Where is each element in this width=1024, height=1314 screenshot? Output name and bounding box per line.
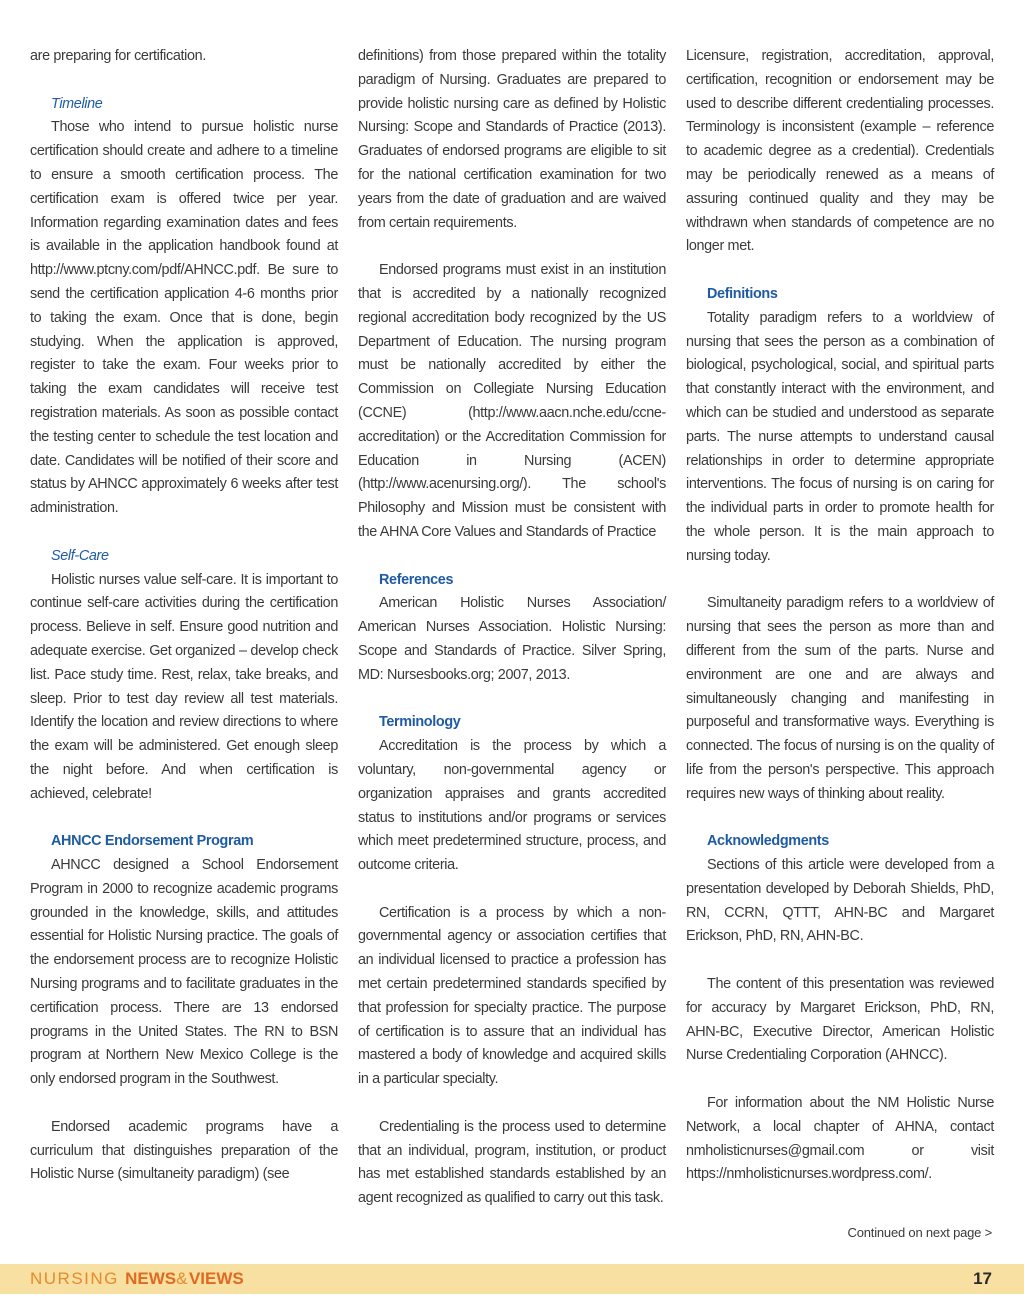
brand-prefix: NURSING <box>30 1269 126 1288</box>
definitions-heading: Definitions <box>707 285 778 302</box>
endorsement-heading: AHNCC Endorsement Program <box>51 833 254 850</box>
endorsement-paragraph-3: Endorsed programs must exist in an institution that is accredited by a nationally recognized regional accreditation body recognized by the US Department of Education. The nursing program must be nationally accredited by either the Commission on Collegiate Nursing Education (CCNE) (http://www.aacn.nche.edu/ccne-accreditation) or the Accreditation Commission for Education in Nursing (ACEN) (http://www.acenursing.org/). The school's Philosophy and Mission must be consistent with the AHNA Core Values and Standards of Practice <box>358 262 666 540</box>
terminology-heading: Terminology <box>379 714 461 731</box>
page-number: 17 <box>973 1269 992 1288</box>
continued-note: Continued on next page > <box>847 1225 992 1240</box>
accreditation-paragraph: Accreditation is the process by which a voluntary, non-governmental agency or organization appraises and grants accredited status to institutions and/or programs or services which meet predetermined structure, process, and outcome criteria. <box>358 738 666 874</box>
middle-column <box>358 45 666 1211</box>
references-heading: References <box>379 571 454 588</box>
timeline-heading: Timeline <box>51 95 103 112</box>
footer-band <box>0 1264 1024 1294</box>
publication-brand <box>30 1268 244 1290</box>
acknowledgments-heading: Acknowledgments <box>707 833 829 850</box>
credentialing-continued: Licensure, registration, accreditation, approval, certification, recognition or endorsement may be used to describe different credentialing processes. Terminology is inconsistent (example – reference to academic degree as a credential). Credentials may be periodically renewed as a means of assuring continued quality and they may be withdrawn when standards of competence are no longer met. <box>686 48 994 255</box>
review-paragraph: The content of this presentation was reviewed for accuracy by Margaret Erickson, PhD, RN, AHN-BC, Executive Director, American Holistic Nurse Credentialing Corporation (AHNCC). <box>686 976 994 1064</box>
acknowledgments-paragraph: Sections of this article were developed from a presentation developed by Deborah Shields, PhD, RN, CCRN, QTTT, AHN-BC and Margaret Erickson, PhD, RN, AHN-BC. <box>686 857 994 945</box>
credentialing-paragraph: Credentialing is the process used to determine that an individual, program, institution, or product has met established standards established by an agent recognized as qualified to carry out this task. <box>358 1118 666 1207</box>
brand-news: NEWS <box>125 1269 177 1288</box>
timeline-paragraph: Those who intend to pursue holistic nurse certification should create and adhere to a timeline to ensure a smooth certification process. The certification exam is offered twice per year. Information regarding examination dates and fees is available in the application handbook found at http://www.ptcny.com/pdf/AHNCC.pdf. Be sure to send the certification application 4-6 months prior to taking the exam. Once that is done, begin studying. When the application is approved, register to take the exam. Four weeks prior to taking the exam candidates will receive test registration materials. As soon as possible contact the testing center to schedule the test location and date. Candidates will be notified of their score and status by AHNCC approximately 6 weeks after test administration. <box>30 119 338 517</box>
right-column <box>686 45 994 1187</box>
simultaneity-paragraph: Simultaneity paradigm refers to a worldview of nursing that sees the person as more than and different from the sum of the parts. Nurse and environment are one and are always and simultaneously changing and manifesting in purposeful and transformative ways. Everything is connected. The focus of nursing is on the quality of life from the person's perspective. This approach requires new ways of thinking about reality. <box>686 595 994 802</box>
selfcare-heading: Self-Care <box>51 547 109 564</box>
selfcare-paragraph: Holistic nurses value self-care. It is important to continue self-care activities during the certification process. Believe in self. Ensure good nutrition and adequate exercise. Get organized – develop check list. Pace study time. Rest, relax, take breaks, and sleep. Prior to test day review all test materials. Identify the location and review directions to where the exam will be administered. Get enough sleep the night before. And when certification is achieved, celebrate! <box>30 571 338 802</box>
certification-paragraph: Certification is a process by which a non-governmental agency or association certifies that an individual licensed to practice a profession has met certain predetermined standards specified by that profession for specialty practice. The purpose of certification is to assure that an individual has mastered a body of knowledge and acquired skills in a particular specialty. <box>358 904 666 1088</box>
totality-paragraph: Totality paradigm refers to a worldview of nursing that sees the person as a combination of biological, psychological, social, and spiritual parts that constantly interact with the environment, and which can be studied and understood as separate parts. The nurse attempts to understand causal relationships in order to determine appropriate interventions. The focus of nursing is on caring for the individual parts in order to promote health for the whole person. It is the main approach to nursing today. <box>686 309 994 564</box>
endorsement-continued: definitions) from those prepared within the totality paradigm of Nursing. Graduates are prepared to provide holistic nursing care as defined by Holistic Nursing: Scope and Standards of Practice (2013). Graduates of endorsed programs are eligible to sit for the national certification examination for two years from the date of graduation and are waived from certain requirements. <box>358 48 666 231</box>
references-paragraph: American Holistic Nurses Association/ American Nurses Association. Holistic Nursing: Scope and Standards of Practice. Silver Spring, MD: Nursesbooks.org; 2007, 2013. <box>358 595 666 683</box>
endorsement-paragraph-2: Endorsed academic programs have a curriculum that distinguishes preparation of the Holistic Nurse (simultaneity paradigm) (see <box>30 1118 338 1183</box>
intro-tail: are preparing for certification. <box>30 48 206 64</box>
brand-ampersand: & <box>176 1269 189 1288</box>
brand-views: VIEWS <box>188 1269 244 1288</box>
info-paragraph: For information about the NM Holistic Nurse Network, a local chapter of AHNA, contact nmholisticnurses@gmail.com or visit https://nmholisticnurses.wordpress.com/. <box>686 1095 994 1183</box>
endorsement-paragraph-1: AHNCC designed a School Endorsement Program in 2000 to recognize academic programs grounded in the knowledge, skills, and attitudes essential for Holistic Nursing practice. The goals of the endorsement process are to recognize Holistic Nursing programs and to facilitate graduates in the certification process. There are 13 endorsed programs in the United States. The RN to BSN program at Northern New Mexico College is the only endorsed program in the Southwest. <box>30 857 338 1088</box>
left-column <box>30 45 338 1187</box>
